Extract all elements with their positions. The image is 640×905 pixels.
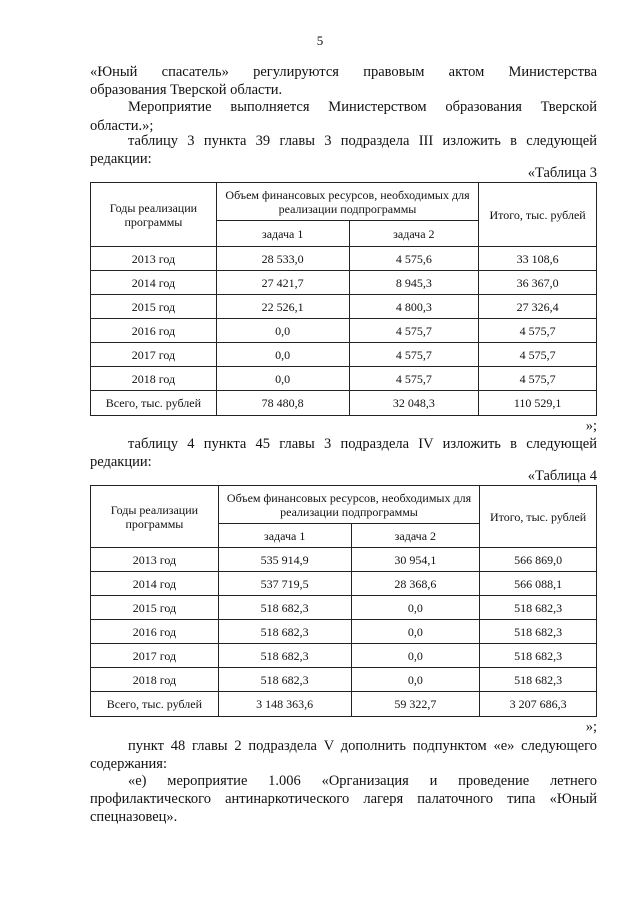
table-row	[91, 271, 597, 295]
table-cell-year: Всего, тыс. рублей	[91, 692, 219, 717]
table-cell-task1: 27 421,7	[216, 271, 349, 295]
table-cell-total: 566 088,1	[480, 572, 597, 596]
table-total-row	[91, 391, 597, 416]
table-cell-task1: 518 682,3	[218, 644, 351, 668]
table-cell-task2: 4 575,7	[349, 367, 479, 391]
paragraph-5-line-1: пункт 48 главы 2 подраздела V дополнить подпунктом «е» следующего	[128, 738, 597, 754]
table-cell-task1: 537 719,5	[218, 572, 351, 596]
table-cell-task1: 78 480,8	[216, 391, 349, 416]
table-cell-total: 33 108,6	[479, 247, 597, 271]
table-4-header-volume: Объем финансовых ресурсов, необходимых для реализации подпрограммы	[218, 486, 479, 524]
table-cell-task2: 0,0	[351, 596, 480, 620]
table-cell-task1: 518 682,3	[218, 620, 351, 644]
table-4-header-total: Итого, тыс. рублей	[480, 486, 597, 548]
table-cell-total: 518 682,3	[480, 644, 597, 668]
table-cell-year: 2017 год	[91, 644, 219, 668]
table-row	[91, 596, 597, 620]
table-cell-total: 110 529,1	[479, 391, 597, 416]
paragraph-5-line-2: содержания:	[90, 756, 168, 772]
table-row	[91, 572, 597, 596]
table-row	[91, 367, 597, 391]
paragraph-4-line-2: редакции:	[90, 454, 152, 470]
paragraph-3-line-1: таблицу 3 пункта 39 главы 3 подраздела III изложить в следующей	[128, 133, 597, 149]
table-3-closing: »;	[585, 418, 597, 434]
table-3-header-total: Итого, тыс. рублей	[479, 183, 597, 247]
table-cell-year: 2015 год	[91, 596, 219, 620]
table-4-header-task1: задача 1	[218, 524, 351, 548]
table-3-header-task1: задача 1	[216, 221, 349, 247]
table-3-caption: «Таблица 3	[527, 165, 597, 181]
table-cell-task1: 0,0	[216, 343, 349, 367]
table-cell-task2: 4 575,6	[349, 247, 479, 271]
table-cell-task2: 8 945,3	[349, 271, 479, 295]
paragraph-1-line-1: «Юный спасатель» регулируются правовым актом Министерства	[90, 64, 597, 80]
table-cell-year: 2015 год	[91, 295, 217, 319]
table-cell-task2: 0,0	[351, 644, 480, 668]
table-cell-task2: 30 954,1	[351, 548, 480, 572]
table-cell-task1: 535 914,9	[218, 548, 351, 572]
table-cell-total: 4 575,7	[479, 367, 597, 391]
table-cell-task1: 518 682,3	[218, 668, 351, 692]
table-cell-year: Всего, тыс. рублей	[91, 391, 217, 416]
table-row	[91, 343, 597, 367]
paragraph-4-line-1: таблицу 4 пункта 45 главы 3 подраздела IV изложить в следующей	[128, 436, 597, 452]
table-cell-year: 2013 год	[91, 548, 219, 572]
table-cell-task2: 28 368,6	[351, 572, 480, 596]
table-cell-year: 2014 год	[91, 572, 219, 596]
table-cell-year: 2016 год	[91, 319, 217, 343]
table-cell-task2: 32 048,3	[349, 391, 479, 416]
table-cell-task2: 0,0	[351, 668, 480, 692]
table-row	[91, 548, 597, 572]
table-cell-task1: 28 533,0	[216, 247, 349, 271]
table-cell-task1: 0,0	[216, 319, 349, 343]
table-row	[91, 295, 597, 319]
table-row	[91, 319, 597, 343]
paragraph-2-line-2: области.»;	[90, 118, 154, 134]
table-cell-task1: 3 148 363,6	[218, 692, 351, 717]
paragraph-2-line-1: Мероприятие выполняется Министерством образования Тверской	[128, 99, 597, 115]
table-3	[90, 182, 597, 416]
table-cell-year: 2014 год	[91, 271, 217, 295]
table-cell-year: 2013 год	[91, 247, 217, 271]
table-4-closing: »;	[585, 719, 597, 735]
table-cell-task2: 0,0	[351, 620, 480, 644]
table-cell-total: 3 207 686,3	[480, 692, 597, 717]
table-cell-total: 27 326,4	[479, 295, 597, 319]
table-cell-task2: 4 800,3	[349, 295, 479, 319]
table-4-header-task2: задача 2	[351, 524, 480, 548]
table-row	[91, 668, 597, 692]
paragraph-6-line-3: спецназовец».	[90, 809, 178, 825]
table-3-header-task2: задача 2	[349, 221, 479, 247]
paragraph-6-line-1: «е) мероприятие 1.006 «Организация и проведение летнего	[128, 773, 597, 789]
table-3-header-years: Годы реализации программы	[91, 183, 217, 247]
table-cell-total: 4 575,7	[479, 343, 597, 367]
table-cell-total: 4 575,7	[479, 319, 597, 343]
table-4	[90, 485, 597, 717]
table-4-header-years: Годы реализации программы	[91, 486, 219, 548]
table-cell-total: 36 367,0	[479, 271, 597, 295]
table-cell-task1: 22 526,1	[216, 295, 349, 319]
paragraph-1-line-2: образования Тверской области.	[90, 82, 283, 98]
paragraph-6-line-2: профилактического антинаркотического лагеря палаточного типа «Юный	[90, 791, 597, 807]
table-total-row	[91, 692, 597, 717]
table-cell-year: 2018 год	[91, 668, 219, 692]
table-row	[91, 644, 597, 668]
table-cell-task2: 59 322,7	[351, 692, 480, 717]
table-cell-year: 2017 год	[91, 343, 217, 367]
table-cell-total: 518 682,3	[480, 620, 597, 644]
table-cell-total: 518 682,3	[480, 596, 597, 620]
table-row	[91, 620, 597, 644]
table-cell-task2: 4 575,7	[349, 343, 479, 367]
table-3-header-volume: Объем финансовых ресурсов, необходимых для реализации подпрограммы	[216, 183, 478, 221]
table-cell-task1: 518 682,3	[218, 596, 351, 620]
table-cell-year: 2016 год	[91, 620, 219, 644]
table-row	[91, 247, 597, 271]
table-cell-task2: 4 575,7	[349, 319, 479, 343]
table-cell-task1: 0,0	[216, 367, 349, 391]
table-cell-total: 566 869,0	[480, 548, 597, 572]
table-cell-year: 2018 год	[91, 367, 217, 391]
paragraph-3-line-2: редакции:	[90, 151, 152, 167]
page-number: 5	[316, 33, 324, 48]
table-cell-total: 518 682,3	[480, 668, 597, 692]
table-4-caption: «Таблица 4	[527, 468, 597, 484]
